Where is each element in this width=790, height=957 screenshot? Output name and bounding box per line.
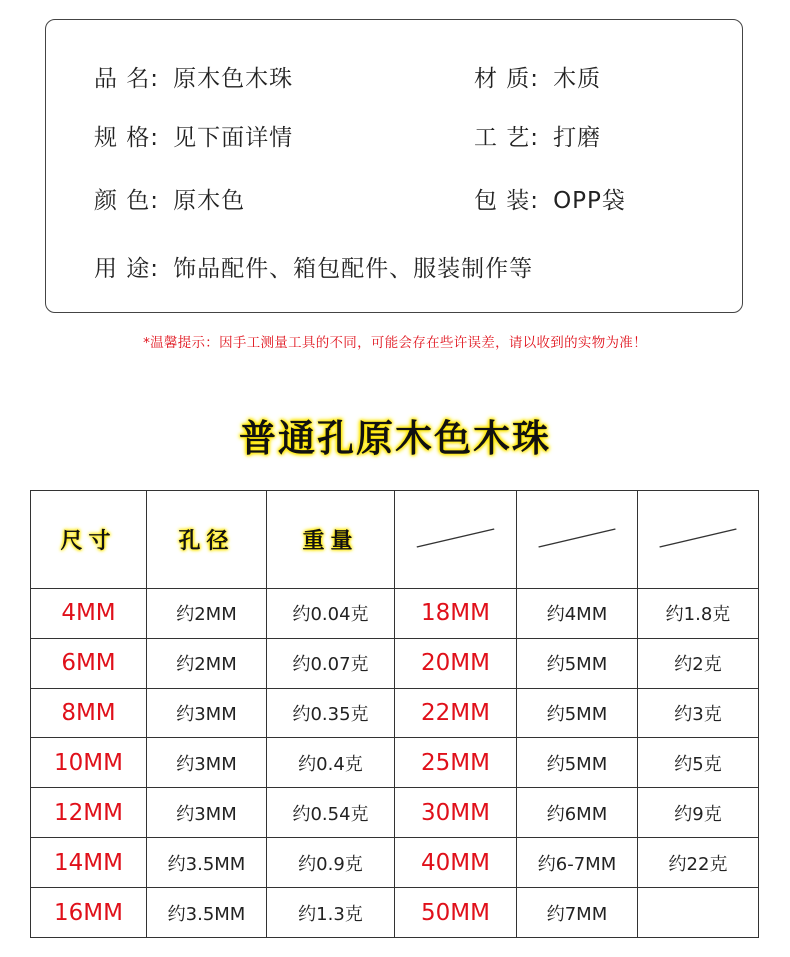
cell-weight-a: 约0.9克 xyxy=(267,838,395,888)
cell-size-b: 20MM xyxy=(395,638,517,688)
info-spec-label: 规 格: xyxy=(94,125,160,151)
info-process-value: 打磨 xyxy=(553,125,602,151)
cell-size-b: 40MM xyxy=(395,838,517,888)
info-name-label: 品 名: xyxy=(94,66,160,92)
cell-hole-a: 约3MM xyxy=(147,788,267,838)
info-color-value: 原木色 xyxy=(173,188,246,214)
warning-note: *温馨提示：因手工测量工具的不同，可能会存在些许误差，请以收到的实物为准！ xyxy=(143,335,647,351)
info-usage-value: 饰品配件、箱包配件、服装制作等 xyxy=(173,256,534,282)
table-row xyxy=(31,888,759,938)
cell-size-b: 25MM xyxy=(395,738,517,788)
slash-line-icon xyxy=(395,513,516,565)
cell-weight-b: 约1.8克 xyxy=(638,588,759,638)
table-row xyxy=(31,688,759,738)
table-row xyxy=(31,838,759,888)
product-info-box xyxy=(45,19,743,313)
cell-hole-b: 约5MM xyxy=(517,638,638,688)
cell-size-b: 18MM xyxy=(395,588,517,638)
cell-size-a: 10MM xyxy=(31,738,147,788)
info-color-label: 颜 色: xyxy=(94,188,160,214)
slash-line-icon xyxy=(638,513,758,565)
cell-weight-a: 约0.04克 xyxy=(267,588,395,638)
cell-weight-a: 约1.3克 xyxy=(267,888,395,938)
cell-size-a: 4MM xyxy=(31,588,147,638)
info-spec-value: 见下面详情 xyxy=(173,125,294,151)
info-color xyxy=(94,182,245,215)
cell-size-b: 22MM xyxy=(395,688,517,738)
info-usage xyxy=(94,250,533,283)
cell-hole-b: 约5MM xyxy=(517,738,638,788)
table-row xyxy=(31,638,759,688)
cell-size-a: 12MM xyxy=(31,788,147,838)
cell-size-b: 30MM xyxy=(395,788,517,838)
info-package xyxy=(474,182,626,215)
cell-hole-b: 约6MM xyxy=(517,788,638,838)
cell-weight-a: 约0.54克 xyxy=(267,788,395,838)
table-row xyxy=(31,788,759,838)
cell-size-a: 16MM xyxy=(31,888,147,938)
info-material xyxy=(474,60,601,93)
header-blank-3 xyxy=(638,491,759,589)
header-hole xyxy=(147,491,267,589)
table-row xyxy=(31,588,759,638)
info-package-value: OPP袋 xyxy=(553,188,626,214)
header-blank-1 xyxy=(395,491,517,589)
header-blank-2 xyxy=(517,491,638,589)
cell-hole-a: 约3MM xyxy=(147,688,267,738)
header-size-label: 尺寸 xyxy=(60,528,117,554)
cell-weight-a: 约0.35克 xyxy=(267,688,395,738)
cell-size-a: 6MM xyxy=(31,638,147,688)
size-table xyxy=(30,490,759,938)
cell-hole-b: 约7MM xyxy=(517,888,638,938)
info-spec xyxy=(94,119,293,152)
cell-weight-b: 约9克 xyxy=(638,788,759,838)
cell-hole-a: 约2MM xyxy=(147,638,267,688)
cell-weight-b: 约5克 xyxy=(638,738,759,788)
cell-weight-b xyxy=(638,888,759,938)
table-row xyxy=(31,738,759,788)
cell-weight-b: 约22克 xyxy=(638,838,759,888)
slash-line-icon xyxy=(517,513,637,565)
cell-hole-a: 约2MM xyxy=(147,588,267,638)
cell-hole-b: 约5MM xyxy=(517,688,638,738)
info-process xyxy=(474,119,601,152)
info-name xyxy=(94,60,293,93)
cell-hole-b: 约6-7MM xyxy=(517,838,638,888)
info-process-label: 工 艺: xyxy=(474,125,540,151)
table-header-row xyxy=(31,491,759,589)
info-material-label: 材 质: xyxy=(474,66,540,92)
header-hole-label: 孔径 xyxy=(178,528,235,554)
header-size xyxy=(31,491,147,589)
cell-weight-b: 约3克 xyxy=(638,688,759,738)
cell-weight-a: 约0.4克 xyxy=(267,738,395,788)
cell-hole-a: 约3.5MM xyxy=(147,838,267,888)
info-usage-label: 用 途: xyxy=(94,256,160,282)
cell-hole-a: 约3MM xyxy=(147,738,267,788)
cell-weight-b: 约2克 xyxy=(638,638,759,688)
cell-size-a: 8MM xyxy=(31,688,147,738)
section-title: 普通孔原木色木珠 xyxy=(239,417,551,460)
cell-hole-b: 约4MM xyxy=(517,588,638,638)
info-package-label: 包 装: xyxy=(474,188,540,214)
info-name-value: 原木色木珠 xyxy=(173,66,294,92)
cell-weight-a: 约0.07克 xyxy=(267,638,395,688)
cell-size-a: 14MM xyxy=(31,838,147,888)
header-weight xyxy=(267,491,395,589)
cell-size-b: 50MM xyxy=(395,888,517,938)
info-material-value: 木质 xyxy=(553,66,602,92)
header-weight-label: 重量 xyxy=(302,528,359,554)
cell-hole-a: 约3.5MM xyxy=(147,888,267,938)
